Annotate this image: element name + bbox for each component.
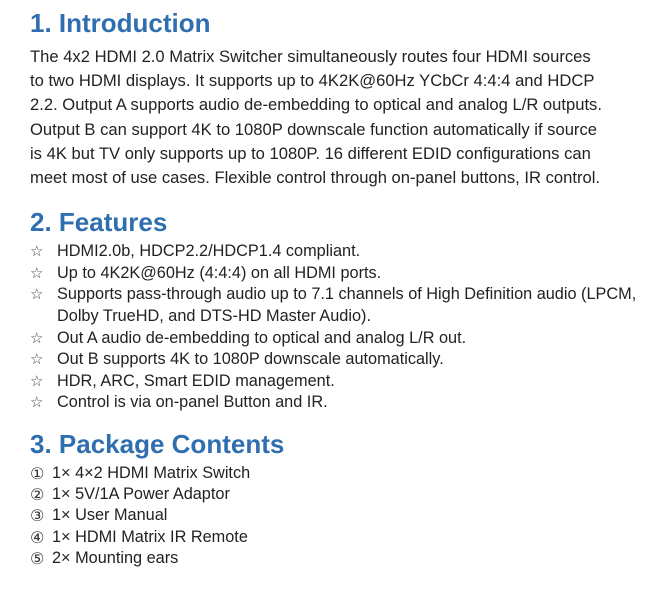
star-bullet-icon: ☆ [30, 285, 44, 304]
star-bullet-icon: ☆ [30, 371, 44, 390]
manual-page [30, 0, 666, 569]
package-item-text: 1× HDMI Matrix IR Remote [52, 527, 248, 546]
features-heading: 2. Features [30, 207, 168, 238]
package-item-text: 1× 4×2 HDMI Matrix Switch [52, 463, 251, 482]
feature-item [30, 263, 666, 285]
feature-item [30, 349, 666, 371]
feature-text: HDR, ARC, Smart EDID management. [57, 371, 335, 390]
package-item-text: 1× 5V/1A Power Adaptor [52, 485, 230, 504]
feature-text: Out B supports 4K to 1080P downscale automatically. [57, 350, 444, 369]
introduction-line: The 4x2 HDMI 2.0 Matrix Switcher simultaneously routes four HDMI sources [30, 47, 591, 66]
package-item [30, 484, 666, 505]
feature-text: Up to 4K2K@60Hz (4:4:4) on all HDMI ports. [57, 263, 382, 282]
feature-text: Control is via on-panel Button and IR. [57, 393, 328, 412]
introduction-line: to two HDMI displays. It supports up to 4K2K@60Hz YCbCr 4:4:4 and HDCP [30, 71, 595, 91]
circled-number-icon: ① [30, 463, 45, 483]
package-item [30, 548, 666, 569]
package-item-text: 1× User Manual [52, 506, 168, 525]
package-contents-heading: 3. Package Contents [30, 428, 285, 459]
circled-number-icon: ④ [30, 527, 45, 547]
package-item [30, 505, 666, 526]
circled-number-icon: ③ [30, 506, 45, 526]
circled-number-icon: ② [30, 485, 45, 505]
feature-text: Supports pass-through audio up to 7.1 channels of High Definition audio (LPCM, Dolby TrueHD, and DTS-HD Master Audio). [57, 285, 637, 325]
feature-item [30, 371, 666, 393]
introduction-line: meet most of use cases. Flexible control through on-panel buttons, IR control. [30, 168, 601, 188]
package-item-text: 2× Mounting ears [52, 548, 179, 567]
package-contents-list [30, 463, 666, 569]
star-bullet-icon: ☆ [30, 350, 44, 369]
feature-item [30, 284, 666, 327]
star-bullet-icon: ☆ [30, 263, 44, 282]
feature-text: Out A audio de-embedding to optical and analog L/R out. [57, 328, 467, 347]
feature-item [30, 392, 666, 414]
introduction-paragraph [30, 45, 666, 190]
star-bullet-icon: ☆ [30, 393, 44, 412]
package-item [30, 527, 666, 548]
star-bullet-icon: ☆ [30, 328, 44, 347]
introduction-line: Output B can support 4K to 1080P downscale function automatically if source [30, 119, 597, 139]
circled-number-icon: ⑤ [30, 548, 45, 568]
features-list [30, 241, 666, 414]
feature-item [30, 328, 666, 350]
introduction-line: 2.2. Output A supports audio de-embedding to optical and analog L/R outputs. [30, 95, 602, 115]
package-item [30, 463, 666, 484]
feature-text: HDMI2.0b, HDCP2.2/HDCP1.4 compliant. [57, 242, 361, 261]
feature-item [30, 241, 666, 263]
star-bullet-icon: ☆ [30, 242, 44, 261]
introduction-heading: 1. Introduction [30, 8, 211, 38]
introduction-line: is 4K but TV only supports up to 1080P. 16 different EDID configurations can [30, 143, 591, 163]
